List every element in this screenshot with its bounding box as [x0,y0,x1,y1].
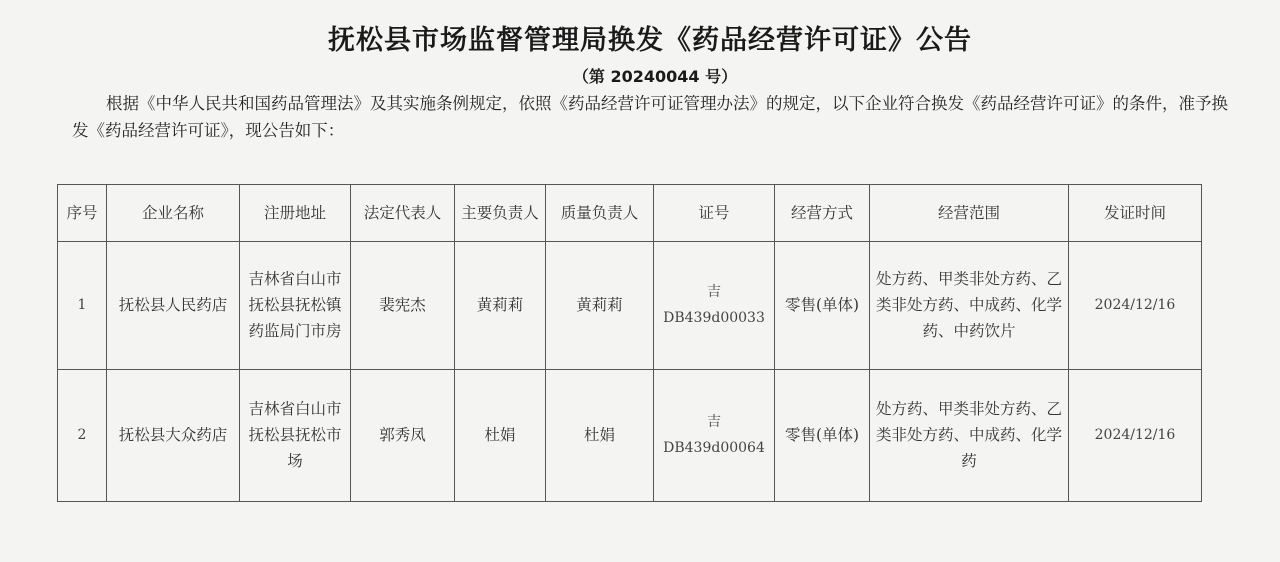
document-number: （第 20240044 号） [572,67,738,86]
row-index: 2 [58,369,107,501]
row-business-scope: 处方药、甲类非处方药、乙类非处方药、中成药、化学药、中药饮片 [870,242,1069,369]
row-company-name: 抚松县人民药店 [107,242,240,369]
row-principal: 黄莉莉 [455,242,546,369]
table-header-row [58,185,1202,242]
table-row [58,369,1202,501]
row-license-no: 吉DB439d00033 [654,242,775,369]
header-quality-manager: 质量负责人 [546,185,654,242]
header-index: 序号 [58,185,107,242]
header-issue-date: 发证时间 [1069,185,1202,242]
page-title: 抚松县市场监督管理局换发《药品经营许可证》公告 [328,25,972,56]
header-address: 注册地址 [240,185,351,242]
header-license-no: 证号 [654,185,775,242]
license-table [57,184,1202,502]
row-business-mode: 零售(单体) [775,369,870,501]
row-address: 吉林省白山市抚松县抚松镇药监局门市房 [240,242,351,369]
row-address: 吉林省白山市抚松县抚松市场 [240,369,351,501]
row-business-scope: 处方药、甲类非处方药、乙类非处方药、中成药、化学药 [870,369,1069,501]
row-license-no: 吉DB439d00064 [654,369,775,501]
row-issue-date: 2024/12/16 [1069,242,1202,369]
row-company-name: 抚松县大众药店 [107,369,240,501]
header-legal-rep: 法定代表人 [351,185,455,242]
header-company-name: 企业名称 [107,185,240,242]
row-principal: 杜娟 [455,369,546,501]
header-business-mode: 经营方式 [775,185,870,242]
table-row [58,242,1202,369]
row-quality-manager: 杜娟 [546,369,654,501]
row-index: 1 [58,242,107,369]
row-legal-rep: 郭秀凤 [351,369,455,501]
row-business-mode: 零售(单体) [775,242,870,369]
header-principal: 主要负责人 [455,185,546,242]
row-legal-rep: 裴宪杰 [351,242,455,369]
intro-paragraph: 根据《中华人民共和国药品管理法》及其实施条例规定，依照《药品经营许可证管理办法》的规定，以下企业符合换发《药品经营许可证》的条件，准予换发《药品经营许可证》，现公告如下： [72,94,1228,140]
row-issue-date: 2024/12/16 [1069,369,1202,501]
header-business-scope: 经营范围 [870,185,1069,242]
row-quality-manager: 黄莉莉 [546,242,654,369]
